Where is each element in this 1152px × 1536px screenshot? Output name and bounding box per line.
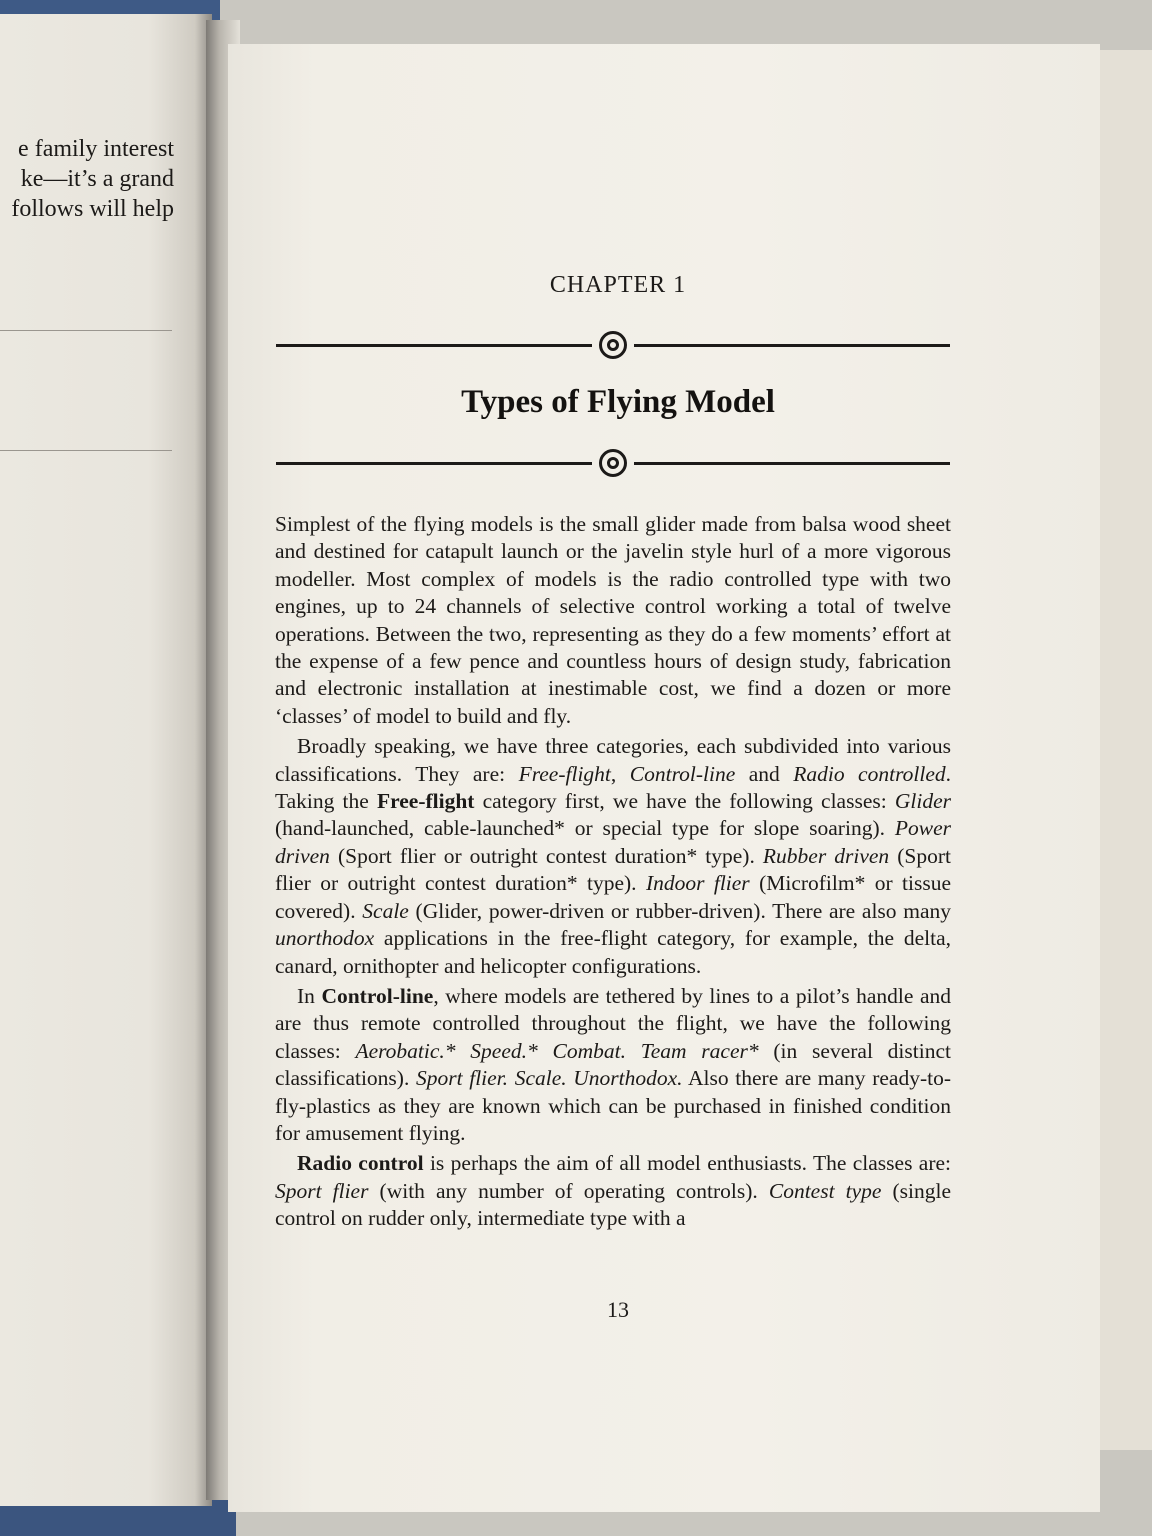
text-run: category first, we have the following classes: (474, 789, 895, 814)
chapter-body-text (275, 511, 951, 1233)
italic-term: Indoor flier (645, 871, 750, 896)
italic-term: Radio controlled (793, 761, 946, 786)
chapter-ornament-top (276, 330, 950, 360)
text-run: (hand-launched, cable-launched* or special type for slope soaring). (275, 816, 895, 841)
text-run: (single control on rudder only, intermediate type with a (275, 1178, 951, 1231)
italic-term: Control-line (629, 761, 736, 786)
italic-term: unorthodox (275, 926, 375, 951)
text-run: is perhaps the aim of all model enthusiasts. The classes are: (423, 1151, 951, 1176)
text-run: Also there are many ready-to-fly-plastics as they are known which can be purchased in finished condition for amusement flying. (275, 1066, 951, 1145)
italic-term: Sport flier (275, 1178, 369, 1203)
left-page-rule (0, 330, 172, 331)
text-run: (Sport flier or outright contest duration* type). (329, 843, 763, 868)
text-run: applications in the free-flight category, for example, the delta, canard, ornithopter and helicopter configurations. (275, 926, 951, 978)
text-run: , where models are tethered by lines to a pilot’s handle and are thus remote controlled throughout the flight, we have the following classes: (275, 983, 951, 1063)
left-page-line: ke—it’s a grand (20, 166, 174, 192)
right-page (228, 44, 1100, 1512)
text-run: . Taking the (275, 761, 952, 814)
text-run: , (610, 761, 630, 786)
bold-term: Radio control (297, 1151, 424, 1176)
bold-term: Free-flight (376, 789, 475, 814)
text-run: In (297, 983, 322, 1008)
chapter-ornament-bottom (276, 448, 950, 478)
paragraph (275, 1150, 951, 1232)
chapter-title: Types of Flying Model (461, 384, 775, 420)
paragraph (275, 983, 951, 1147)
text-run: (in several distinct classifications). (275, 1038, 951, 1091)
italic-term: Scale (362, 898, 409, 923)
paragraph (275, 733, 951, 980)
bold-term: Control-line (321, 983, 434, 1008)
text-run: (Glider, power-driven or rubber-driven). There are also many (408, 898, 951, 923)
text-run: (Microfilm* or tissue covered). (275, 871, 951, 923)
text-run: (with any number of operating controls). (368, 1178, 769, 1203)
text-run: Broadly speaking, we have three categories, each subdivided into various classifications. They are: (275, 734, 951, 786)
italic-term: Contest type (768, 1178, 882, 1203)
target-ornament-icon (599, 449, 627, 477)
italic-term: Free-flight (518, 761, 611, 786)
book-cover-edge (1098, 50, 1152, 1450)
left-page-line: follows will help (11, 196, 174, 222)
paragraph (275, 511, 951, 730)
italic-term: Glider (894, 789, 951, 814)
italic-term: Aerobatic.* Speed.* Combat. Team racer* (355, 1038, 759, 1063)
left-page-rule (0, 450, 172, 451)
italic-term: Rubber driven (762, 843, 890, 868)
italic-term: Sport flier. Scale. Unorthodox. (415, 1066, 683, 1091)
target-ornament-icon (599, 331, 627, 359)
text-run: and (735, 761, 794, 786)
page-number: 13 (607, 1297, 629, 1322)
chapter-label: CHAPTER 1 (549, 272, 687, 298)
text-run: Simplest of the flying models is the small glider made from balsa wood sheet and destined for catapult launch or the javelin style hurl of a more vigorous modeller. Most complex of models is the radio controlled type with two engines, up to 24 channels of selective control working a total of twelve operations. Between the two, representing as they do a few moments’ effort at the expense of a few pence and countless hours of design study, fabrication and electronic installation at inestimable cost, we find a dozen or more ‘classes’ of model to build and fly. (275, 512, 951, 728)
left-page (0, 14, 212, 1506)
text-run: (Sport flier or outright contest duration* type). (275, 843, 952, 896)
left-page-line: e family interest (18, 136, 174, 162)
italic-term: Power driven (275, 816, 951, 868)
